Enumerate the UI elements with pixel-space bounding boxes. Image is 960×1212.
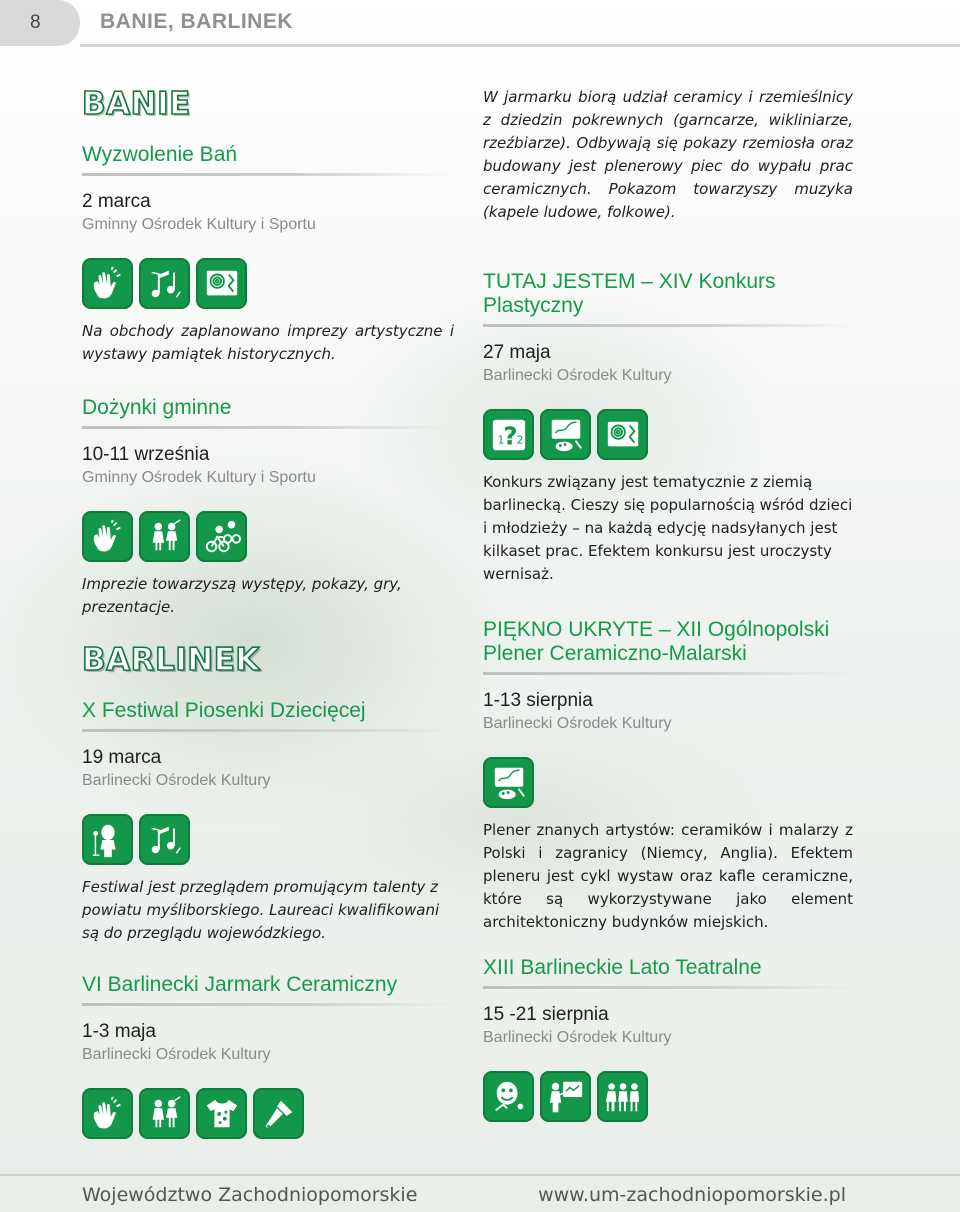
event-venue: Gminny Ośrodek Kultury i Sportu bbox=[82, 216, 316, 233]
event-divider bbox=[82, 426, 452, 429]
event-date: 15 -21 sierpnia bbox=[483, 1004, 609, 1025]
event-icons bbox=[483, 757, 853, 809]
event-dozynki-gminne bbox=[82, 396, 452, 619]
painting-icon bbox=[483, 757, 534, 808]
event-title: VI Barlinecki Jarmark Ceramiczny bbox=[82, 973, 398, 996]
event-icons bbox=[82, 511, 452, 563]
event-venue: Gminny Ośrodek Kultury i Sportu bbox=[82, 469, 316, 486]
footer-divider bbox=[0, 1174, 960, 1176]
event-title: PIĘKNO UKRYTE – XII Ogólnopolski Plener Ceramiczno-Malarski bbox=[483, 618, 830, 665]
event-divider bbox=[82, 173, 452, 176]
event-title: X Festiwal Piosenki Dziecięcej bbox=[82, 699, 366, 722]
shirt-icon bbox=[196, 1088, 247, 1139]
event-divider bbox=[82, 729, 452, 732]
event-divider bbox=[483, 672, 853, 675]
singer-icon bbox=[82, 814, 133, 865]
theatre-mask-icon bbox=[483, 1071, 534, 1122]
right-column bbox=[483, 86, 853, 1123]
page-number: 8 bbox=[0, 0, 80, 46]
music-notes-icon bbox=[139, 258, 190, 309]
town-heading-barlinek: BARLINEK bbox=[82, 642, 260, 678]
event-title: TUTAJ JESTEM – XIV Konkurs Plastyczny bbox=[483, 270, 776, 317]
footer-website-link[interactable]: www.um-zachodniopomorskie.pl bbox=[538, 1184, 846, 1206]
event-venue: Barlinecki Ośrodek Kultury bbox=[483, 715, 672, 732]
event-title: Dożynki gminne bbox=[82, 396, 232, 419]
svg-text:2: 2 bbox=[516, 434, 523, 447]
event-divider bbox=[483, 324, 853, 327]
event-divider bbox=[82, 1003, 452, 1006]
event-lato-teatralne bbox=[483, 956, 853, 1123]
left-column bbox=[82, 85, 452, 1140]
children-icon bbox=[139, 511, 190, 562]
event-description: Festiwal jest przeglądem promującym talenty z powiatu myśliborskiego. Laureaci kwalifikowani są do przeglądu wojewódzkiego. bbox=[82, 878, 440, 942]
event-wyzwolenie-ban bbox=[82, 143, 452, 366]
tool-icon bbox=[253, 1088, 304, 1139]
town-heading-banie: BANIE bbox=[82, 86, 191, 122]
event-icons bbox=[483, 409, 853, 461]
svg-text:?: ? bbox=[502, 421, 518, 450]
event-icons bbox=[82, 258, 452, 310]
event-icons bbox=[82, 1088, 452, 1140]
event-venue: Barlinecki Ośrodek Kultury bbox=[483, 1029, 672, 1046]
event-venue: Barlinecki Ośrodek Kultury bbox=[82, 772, 271, 789]
event-description: Imprezie towarzyszą występy, pokazy, gry, prezentacje. bbox=[82, 575, 402, 616]
event-venue: Barlinecki Ośrodek Kultury bbox=[483, 367, 672, 384]
event-tutaj-jestem bbox=[483, 270, 853, 586]
group-icon bbox=[597, 1071, 648, 1122]
clapping-hands-icon bbox=[82, 511, 133, 562]
footer-region: Województwo Zachodniopomorskie bbox=[82, 1184, 418, 1206]
quiz-icon bbox=[483, 409, 534, 460]
event-description: Na obchody zaplanowano imprezy artystyczne i wystawy pamiątek historycznych. bbox=[82, 322, 454, 363]
exhibition-icon bbox=[597, 409, 648, 460]
clapping-hands-icon bbox=[82, 1088, 133, 1139]
event-title: XIII Barlineckie Lato Teatralne bbox=[483, 956, 762, 979]
event-date: 27 maja bbox=[483, 342, 551, 363]
event-date: 1-13 sierpnia bbox=[483, 690, 593, 711]
music-notes-icon bbox=[139, 814, 190, 865]
event-festiwal-piosenki bbox=[82, 699, 452, 945]
exhibition-icon bbox=[196, 258, 247, 309]
event-venue: Barlinecki Ośrodek Kultury bbox=[82, 1046, 271, 1063]
header-divider bbox=[80, 44, 960, 47]
event-icons bbox=[82, 814, 452, 866]
event-date: 2 marca bbox=[82, 191, 151, 212]
event-jarmark-ceramiczny bbox=[82, 973, 452, 1140]
event-description: Plener znanych artystów: ceramików i malarzy z Polski i zagranicy (Niemcy, Anglia). Efektem pleneru jest cykl wystaw oraz kafle ceramiczne, które są wykorzystywane jako element architektoniczny budynków miejskich. bbox=[483, 821, 853, 931]
page-header-title: BANIE, BARLINEK bbox=[100, 10, 294, 33]
event-title: Wyzwolenie Bań bbox=[82, 143, 238, 166]
painting-icon bbox=[540, 409, 591, 460]
lecture-icon bbox=[540, 1071, 591, 1122]
event-description: Konkurs związany jest tematycznie z ziemią barlinecką. Cieszy się popularnością wśród dzieci i młodzieży – na każdą edycję nadsyłanych jest kilkaset prac. Efektem konkursu jest uroczysty wernisaż. bbox=[483, 473, 853, 583]
event-piekno-ukryte bbox=[483, 618, 853, 934]
cyclists-icon bbox=[196, 511, 247, 562]
svg-text:1: 1 bbox=[497, 434, 504, 447]
clapping-hands-icon bbox=[82, 258, 133, 309]
event-date: 1-3 maja bbox=[82, 1021, 156, 1042]
event-date: 19 marca bbox=[82, 747, 162, 768]
event-date: 10-11 września bbox=[82, 444, 210, 465]
event-divider bbox=[483, 986, 853, 989]
jarmark-description: W jarmarku biorą udział ceramicy i rzemieślnicy z dziedzin pokrewnych (garncarze, wikliniarze, rzeźbiarze). Odbywają się pokazy rzemiosła oraz budowany jest plenerowy piec do wypału prac ceramicznych. Pokazom towarzyszy muzyka (kapele ludowe, folkowe). bbox=[483, 88, 853, 221]
children-icon bbox=[139, 1088, 190, 1139]
event-icons bbox=[483, 1071, 853, 1123]
